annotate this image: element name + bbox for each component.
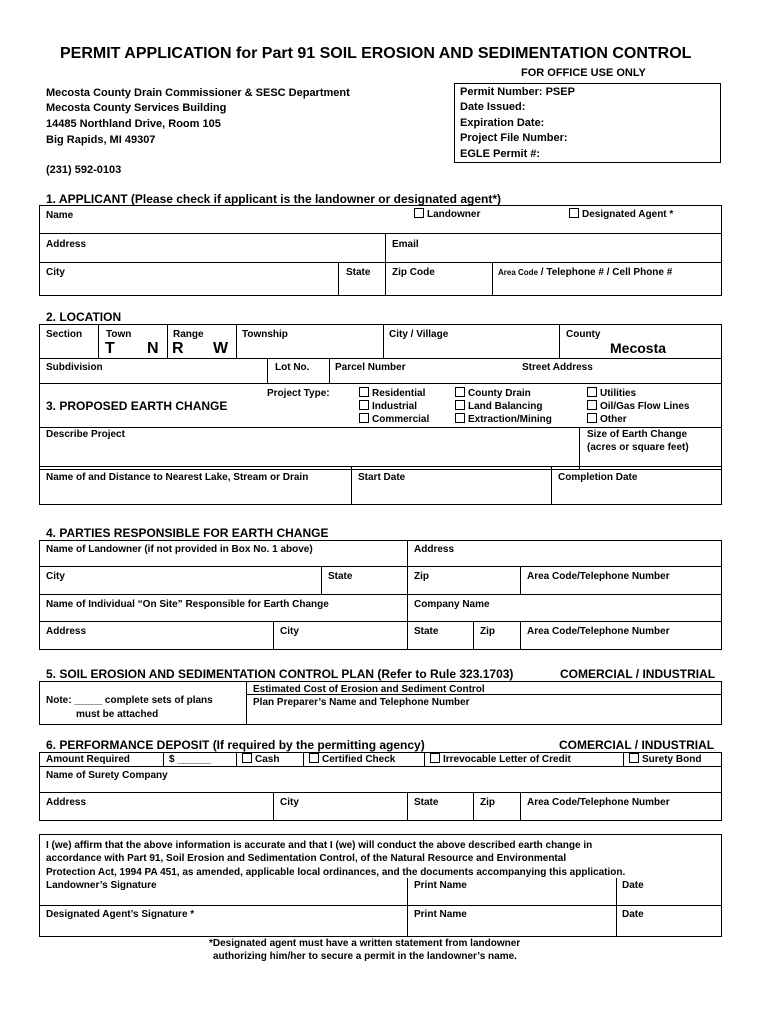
landowner-state-label: State — [328, 571, 353, 582]
surety-phone-label: Area Code/Telephone Number — [527, 797, 670, 808]
section-1-heading: 1. APPLICANT (Please check if applicant is the landowner or designated agent*) — [46, 192, 501, 206]
applicant-phone-label: Area Code / Telephone # / Cell Phone # — [498, 267, 673, 278]
onsite-individual-label: Name of Individual “On Site” Responsible for Earth Change — [46, 599, 329, 610]
amount-dollar: $ ______ — [169, 754, 211, 765]
town-t: T — [105, 340, 115, 357]
dept-line-4: Big Rapids, MI 49307 — [46, 134, 156, 146]
section-6-heading: 6. PERFORMANCE DEPOSIT (If required by the permitting agency) — [46, 738, 425, 752]
dept-line-3: 14485 Northland Drive, Room 105 — [46, 118, 221, 130]
cash-checkbox[interactable]: Cash — [242, 753, 279, 766]
print-name-label-1: Print Name — [414, 880, 467, 891]
surety-company-label: Name of Surety Company — [46, 770, 168, 781]
affirm-line-3: Protection Act, 1994 PA 451, as amended, applicable local ordinances, and the documents accompanying this application. — [46, 867, 626, 878]
section-5-commercial: COMERCIAL / INDUSTRIAL — [560, 667, 716, 681]
expiration-label: Expiration Date: — [460, 117, 545, 129]
nearest-drain-label: Name of and Distance to Nearest Lake, Stream or Drain — [46, 472, 309, 483]
land-balancing-checkbox[interactable]: Land Balancing — [455, 400, 542, 413]
applicant-name-label: Name — [46, 210, 74, 221]
date-label-1: Date — [622, 880, 644, 891]
section-label: Section — [46, 329, 83, 340]
company-name-label: Company Name — [414, 599, 490, 610]
onsite-state-label: State — [414, 626, 439, 637]
street-address-label: Street Address — [522, 362, 593, 373]
onsite-zip-label: Zip — [480, 626, 495, 637]
office-use-label: FOR OFFICE USE ONLY — [521, 67, 646, 79]
range-label: Range — [173, 329, 204, 340]
project-file-label: Project File Number: — [460, 132, 568, 144]
landowner-checkbox[interactable]: Landowner — [414, 208, 480, 221]
parcel-label: Parcel Number — [335, 362, 406, 373]
agent-signature-label: Designated Agent’s Signature * — [46, 909, 195, 920]
section-2-heading: 2. LOCATION — [46, 310, 122, 324]
applicant-state-label: State — [346, 267, 371, 278]
certified-check-checkbox[interactable]: Certified Check — [309, 753, 395, 766]
applicant-email-label: Email — [392, 239, 419, 250]
town-n: N — [147, 340, 159, 357]
affirm-line-2: accordance with Part 91, Soil Erosion and Sedimentation Control, of the Natural Resource and Environmental — [46, 853, 567, 864]
surety-state-label: State — [414, 797, 439, 808]
section-4-heading: 4. PARTIES RESPONSIBLE FOR EARTH CHANGE — [46, 526, 329, 540]
town-label: Town — [106, 329, 132, 340]
surety-address-label: Address — [46, 797, 87, 808]
range-w: W — [213, 340, 229, 357]
utilities-checkbox[interactable]: Utilities — [587, 387, 636, 400]
completion-date-label: Completion Date — [558, 472, 638, 483]
egle-permit-label: EGLE Permit #: — [460, 148, 541, 160]
county-label: County — [566, 329, 601, 340]
landowner-signature-label: Landowner’s Signature — [46, 880, 157, 891]
plans-note-1: Note: _____ complete sets of plans — [46, 695, 213, 706]
designated-agent-checkbox[interactable]: Designated Agent * — [569, 208, 673, 221]
start-date-label: Start Date — [358, 472, 406, 483]
section-3-heading: 3. PROPOSED EARTH CHANGE — [46, 399, 228, 413]
onsite-phone-label: Area Code/Telephone Number — [527, 626, 670, 637]
section-6-commercial: COMERCIAL / INDUSTRIAL — [559, 738, 715, 752]
subdivision-label: Subdivision — [46, 362, 103, 373]
lot-label: Lot No. — [275, 362, 310, 373]
residential-checkbox[interactable]: Residential — [359, 387, 425, 400]
estimated-cost-label: Estimated Cost of Erosion and Sediment Control — [253, 684, 485, 695]
industrial-checkbox[interactable]: Industrial — [359, 400, 417, 413]
extraction-checkbox[interactable]: Extraction/Mining — [455, 413, 552, 426]
dept-line-2: Mecosta County Services Building — [46, 102, 227, 114]
permit-number-label: Permit Number: PSEP — [460, 86, 575, 98]
landowner-zip-label: Zip — [414, 571, 429, 582]
dept-phone: (231) 592-0103 — [46, 164, 122, 176]
landowner-phone-label: Area Code/Telephone Number — [527, 571, 670, 582]
range-r: R — [172, 340, 184, 357]
applicant-zip-label: Zip Code — [392, 267, 435, 278]
project-type-label: Project Type: — [267, 388, 330, 399]
applicant-address-label: Address — [46, 239, 87, 250]
footnote-line-2: authorizing him/her to secure a permit in the landowner’s name. — [213, 951, 517, 962]
print-name-label-2: Print Name — [414, 909, 467, 920]
page-title: PERMIT APPLICATION for Part 91 SOIL EROSION AND SEDIMENTATION CONTROL — [60, 45, 692, 62]
commercial-checkbox[interactable]: Commercial — [359, 413, 429, 426]
plans-note-2: must be attached — [76, 709, 159, 720]
size-label-1: Size of Earth Change — [587, 429, 688, 440]
onsite-city-label: City — [280, 626, 299, 637]
date-label-2: Date — [622, 909, 644, 920]
date-issued-label: Date Issued: — [460, 101, 526, 113]
size-label-2: (acres or square feet) — [587, 442, 689, 453]
other-checkbox[interactable]: Other — [587, 413, 627, 426]
affirm-line-1: I (we) affirm that the above information is accurate and that I (we) will conduct the above described earth change in — [46, 840, 593, 851]
irrevocable-letter-checkbox[interactable]: Irrevocable Letter of Credit — [430, 753, 571, 766]
county-drain-checkbox[interactable]: County Drain — [455, 387, 531, 400]
surety-bond-checkbox[interactable]: Surety Bond — [629, 753, 701, 766]
applicant-city-label: City — [46, 267, 65, 278]
amount-required-label: Amount Required — [46, 754, 130, 765]
onsite-address-label: Address — [46, 626, 87, 637]
township-label: Township — [242, 329, 288, 340]
surety-city-label: City — [280, 797, 299, 808]
plan-preparer-label: Plan Preparer’s Name and Telephone Number — [253, 697, 470, 708]
landowner-address-label: Address — [414, 544, 455, 555]
county-value: Mecosta — [610, 340, 667, 356]
surety-zip-label: Zip — [480, 797, 495, 808]
dept-line-1: Mecosta County Drain Commissioner & SESC Department — [46, 87, 350, 99]
section-5-heading: 5. SOIL EROSION AND SEDIMENTATION CONTROL PLAN (Refer to Rule 323.1703) — [46, 667, 514, 681]
describe-project-label: Describe Project — [46, 429, 125, 440]
landowner-name-label: Name of Landowner (if not provided in Box No. 1 above) — [46, 544, 313, 555]
oil-gas-checkbox[interactable]: Oil/Gas Flow Lines — [587, 400, 689, 413]
city-village-label: City / Village — [389, 329, 449, 340]
footnote-line-1: *Designated agent must have a written statement from landowner — [209, 938, 521, 949]
landowner-city-label: City — [46, 571, 65, 582]
